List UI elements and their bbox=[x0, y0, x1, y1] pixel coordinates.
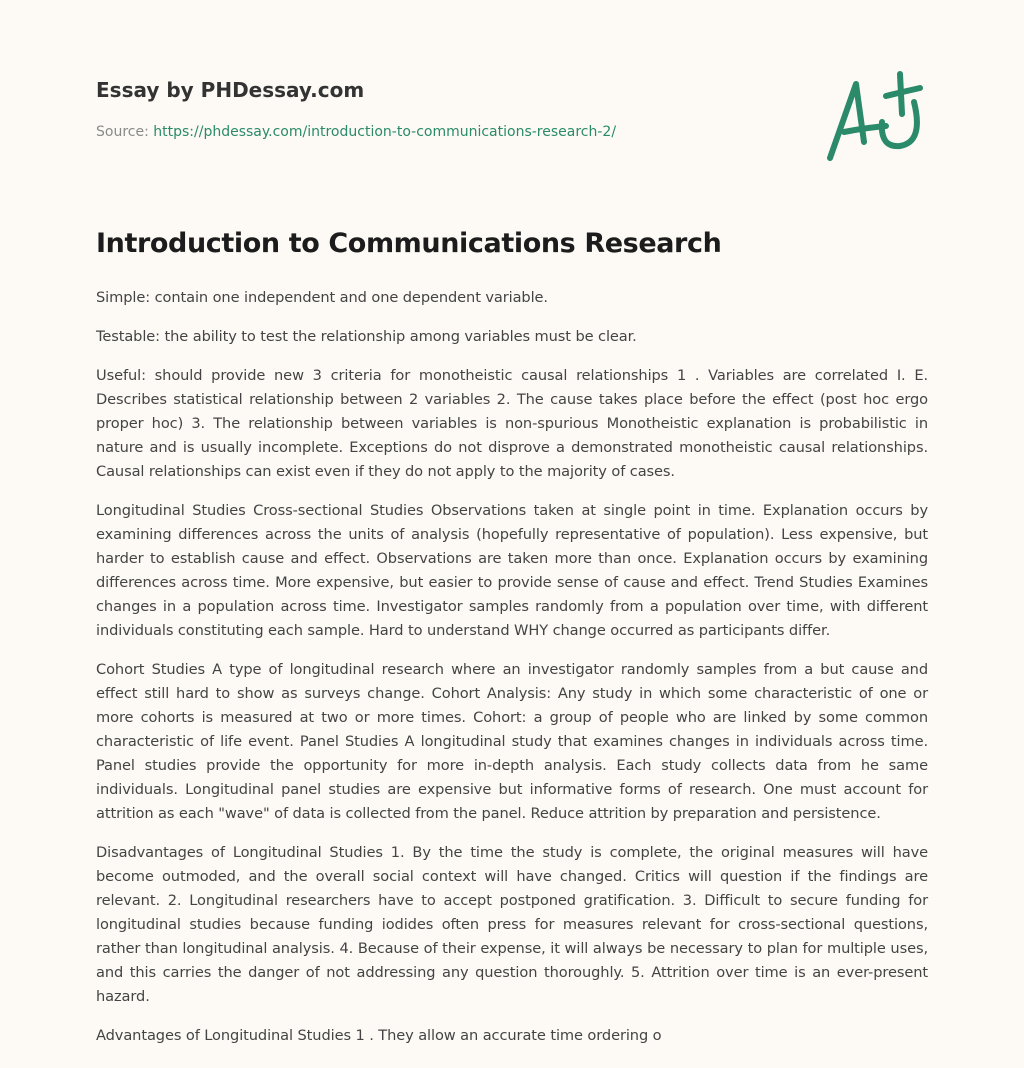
source-line bbox=[96, 122, 836, 142]
brand-name: Essay by PHDessay.com bbox=[96, 78, 365, 102]
page-title: Introduction to Communications Research bbox=[96, 228, 722, 259]
a-plus-grade-icon bbox=[820, 66, 932, 166]
paragraph: Disadvantages of Longitudinal Studies 1. By the time the study is complete, the original measures will have become outmoded, and the overall social context will have changed. Critics will question if the findings are relevant. 2. Longitudinal researchers have to accept postponed gratification. 3. Difficult to secure funding for longitudinal studies because funding iodides often press for measures relevant for cross-sectional questions, rather than longitudinal analysis. 4. Because of their expense, it will always be necessary to plan for multiple uses, and this carries the danger of not addressing any question thoroughly. 5. Attrition over time is an ever-present hazard. bbox=[96, 844, 928, 1005]
paragraph: Simple: contain one independent and one dependent variable. bbox=[96, 289, 548, 306]
paragraph: Cohort Studies A type of longitudinal research where an investigator randomly samples from a but cause and effect still hard to show as surveys change. Cohort Analysis: Any study in which some characteristic of one or more cohorts is measured at two or more times. Cohort: a group of people who are linked by some common characteristic of life event. Panel Studies A longitudinal study that examines changes in individuals across time. Panel studies provide the opportunity for more in-depth analysis. Each study collects data from he same individuals. Longitudinal panel studies are expensive but informative forms of research. One must account for attrition as each "wave" of data is collected from the panel. Reduce attrition by preparation and persistence. bbox=[96, 661, 928, 822]
paragraph: Useful: should provide new 3 criteria for monotheistic causal relationships 1 . Variables are correlated I. E. Describes statistical relationship between 2 variables 2. The cause takes place before the effect (post hoc ergo proper hoc) 3. The relationship between variables is non-spurious Monotheistic explanation is probabilistic in nature and is usually incomplete. Exceptions do not disprove a demonstrated monotheistic causal relationships. Causal relationships can exist even if they do not apply to the majority of cases. bbox=[96, 367, 928, 480]
paragraph: Advantages of Longitudinal Studies 1 . They allow an accurate time ordering o bbox=[96, 1027, 662, 1044]
paragraph: Longitudinal Studies Cross-sectional Studies Observations taken at single point in time. Explanation occurs by examining differences across the units of analysis (hopefully representative of population). Less expensive, but harder to establish cause and effect. Observations are taken more than once. Explanation occurs by examining differences across time. More expensive, but easier to provide sense of cause and effect. Trend Studies Examines changes in a population across time. Investigator samples randomly from a population over time, with different individuals constituting each sample. Hard to understand WHY change occurred as participants differ. bbox=[96, 502, 928, 639]
source-link[interactable]: https://phdessay.com/introduction-to-communications-research-2/ bbox=[153, 124, 617, 140]
article-body bbox=[96, 286, 928, 1063]
paragraph: Testable: the ability to test the relationship among variables must be clear. bbox=[96, 328, 637, 345]
site-header bbox=[96, 76, 836, 142]
source-label: Source: bbox=[96, 124, 154, 140]
